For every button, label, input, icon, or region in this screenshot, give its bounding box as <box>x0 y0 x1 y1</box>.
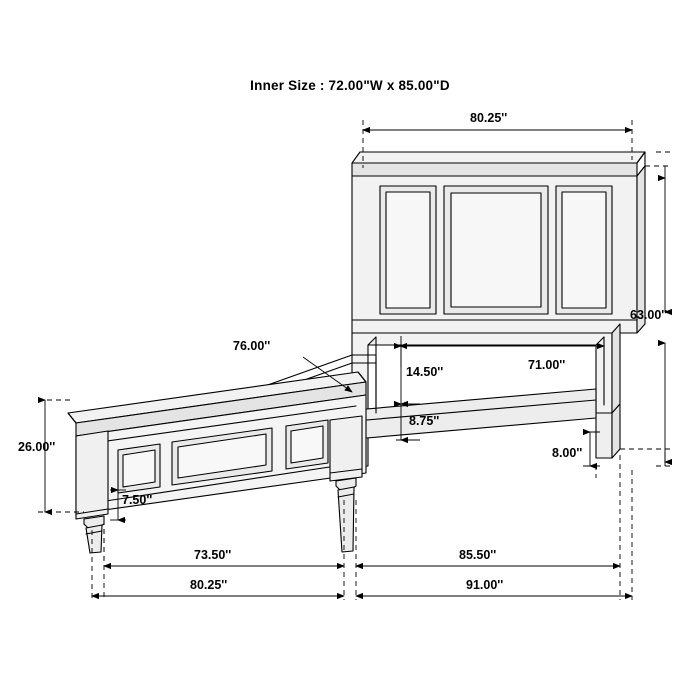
dimension-label-footboard-height: 26.00'' <box>18 440 56 454</box>
dimension-label-headboard-width: 80.25'' <box>470 111 508 125</box>
diagram-title: Inner Size : 72.00"W x 85.00"D <box>250 78 450 93</box>
dimension-label-footboard-leg-height: 7.50'' <box>122 493 153 507</box>
dimension-label-headboard-height: 63.00'' <box>630 308 668 322</box>
side-rail-group <box>355 389 596 439</box>
dimension-label-rail-length: 76.00'' <box>233 339 271 353</box>
dimension-label-rail-run-length: 85.50'' <box>459 548 497 562</box>
dimension-label-side-rail-top-height: 14.50'' <box>406 365 444 379</box>
dimension-label-slat-clearance: 8.75'' <box>409 414 440 428</box>
footboard-group <box>68 372 366 553</box>
dimension-label-overall-length: 91.00'' <box>466 578 504 592</box>
dimension-label-footboard-overall-width: 80.25'' <box>190 578 228 592</box>
dimension-label-footboard-inner-length: 73.50'' <box>194 548 232 562</box>
dimension-label-floor-clearance: 8.00'' <box>552 446 583 460</box>
dimension-label-headboard-inner-width: 71.00'' <box>528 358 566 372</box>
